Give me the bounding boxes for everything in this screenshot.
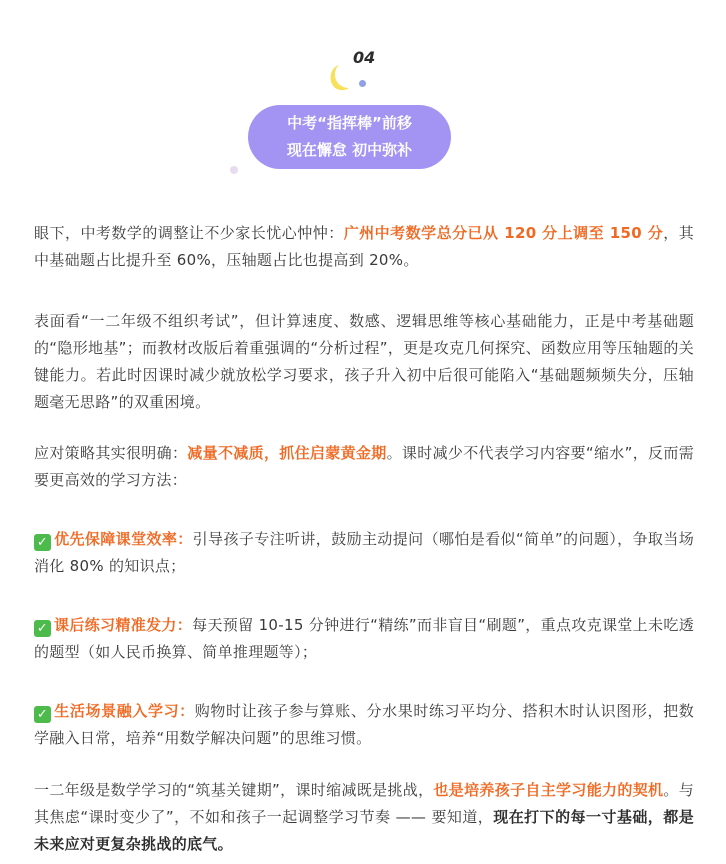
check-icon: ✓ (34, 706, 51, 723)
tip-text: 每天预留 10-15 分钟进行“精练”而非盲目“刷题”，重点攻克课堂上未吃透的题型（如人民币换算、简单推理题等）； (34, 616, 695, 661)
highlight-score-change: 广州中考数学总分已从 120 分上调至 150 分 (343, 224, 664, 242)
check-icon: ✓ (34, 534, 51, 551)
section-header (0, 0, 726, 200)
decor-dot-blue (359, 80, 366, 87)
tip-label: 课后练习精准发力： (54, 616, 193, 634)
text: 一二年级是数学学习的“筑基关键期”，课时缩减既是挑战， (34, 781, 434, 799)
decor-dot-pink (230, 166, 238, 174)
section-number: 04 (353, 48, 376, 67)
highlight-opportunity: 也是培养孩子自主学习能力的契机 (433, 781, 664, 799)
text: 。与其焦虑“课时变少了”，不如和孩子一起调整学习节奏 —— 要知道， (34, 781, 694, 826)
tip-label: 优先保障课堂效率： (54, 530, 193, 548)
paragraph-analysis (34, 308, 694, 416)
section-title-badge (248, 105, 451, 169)
text: 眼下，中考数学的调整让不少家长忧心忡忡： (34, 224, 344, 242)
highlight-strategy: 减量不减质，抓住启蒙黄金期 (187, 444, 387, 462)
text: 表面看“一二年级不组织考试”，但计算速度、数感、逻辑思维等核心基础能力，正是中考基础题的“隐形地基”；而教材改版后着重强调的“分析过程”，更是攻克几何探究、函数应用等压轴题的关键能力。若此时因课时减少就放松学习要求，孩子升入初中后很可能陷入“基础题频频失分，压轴题毫无思路”的双重困境。 (34, 312, 694, 411)
section-title-line1: 中考“指挥棒”前移 (287, 114, 412, 132)
check-icon: ✓ (34, 620, 51, 637)
text: 。课时减少不代表学习内容要“缩水”，反而需要更高效的学习方法： (34, 444, 694, 489)
tip-text: 引导孩子专注听讲，鼓励主动提问（哪怕是看似“简单”的问题），争取当场消化 80% 的知识点； (34, 530, 695, 575)
section-title-line2: 现在懈怠 初中弥补 (286, 141, 413, 159)
tip-label: 生活场景融入学习： (54, 702, 195, 720)
paragraph-strategy (34, 440, 694, 494)
text: ，其中基础题占比提升至 60%，压轴题占比也提高到 20%。 (34, 224, 694, 269)
tip-item (34, 612, 694, 666)
tip-item (34, 526, 694, 580)
paragraph-intro (34, 220, 694, 274)
bold-closing: 现在打下的每一寸基础，都是未来应对更复杂挑战的底气。 (34, 808, 694, 853)
tip-text: 购物时让孩子参与算账、分水果时练习平均分、搭积木时认识图形，把数学融入日常，培养“用数学解决问题”的思维习惯。 (34, 702, 694, 747)
tip-item (34, 698, 694, 752)
text: 应对策略其实很明确： (34, 444, 188, 462)
crescent-moon-icon (326, 63, 352, 93)
paragraph-conclusion (34, 777, 694, 858)
